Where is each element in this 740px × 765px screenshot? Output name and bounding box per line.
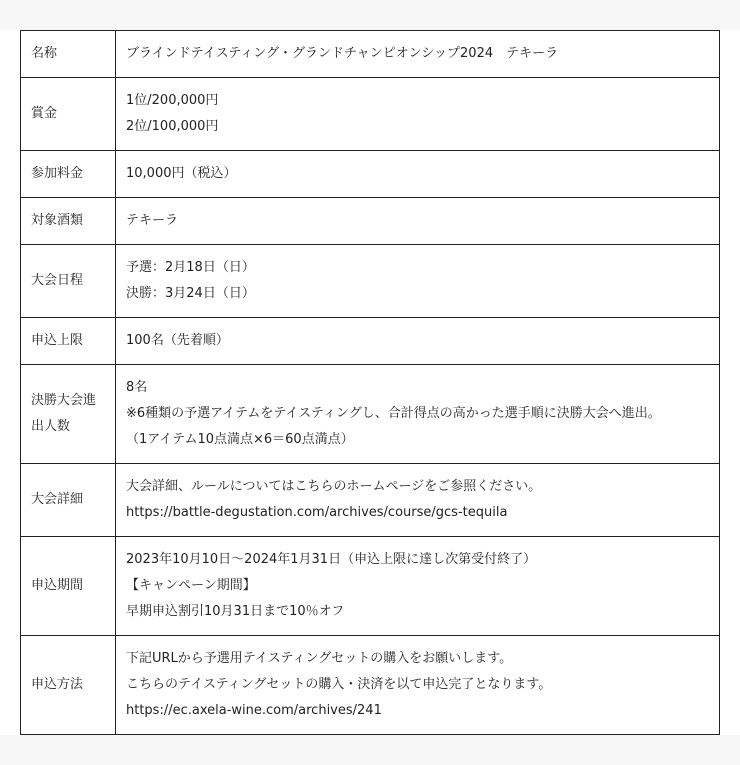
details-link[interactable]: https://battle-degustation.com/archives/course/gcs-tequila xyxy=(126,505,508,520)
row-value xyxy=(116,245,720,318)
row-label: 対象酒類 xyxy=(21,198,116,245)
value-line: 1位/200,000円 xyxy=(126,93,219,108)
table-row xyxy=(21,245,720,318)
row-value xyxy=(116,151,720,198)
value-line: 大会詳細、ルールについてはこちらのホームページをご参照ください。 xyxy=(126,479,542,494)
row-label-text: 決勝大会進出人数 xyxy=(31,393,97,434)
row-value xyxy=(116,318,720,365)
table-row xyxy=(21,151,720,198)
table-row xyxy=(21,78,720,151)
row-label: 申込上限 xyxy=(21,318,116,365)
row-label: 賞金 xyxy=(21,78,116,151)
row-label: 大会日程 xyxy=(21,245,116,318)
value-line: テキーラ xyxy=(126,213,179,228)
value-line: 2位/100,000円 xyxy=(126,119,219,134)
value-line: こちらのテイスティングセットの購入・決済を以て申込完了となります。 xyxy=(126,677,552,692)
table-row xyxy=(21,464,720,537)
row-value xyxy=(116,198,720,245)
table-row xyxy=(21,198,720,245)
row-label: 申込期間 xyxy=(21,537,116,636)
table-row xyxy=(21,365,720,464)
value-line: 8名 xyxy=(126,380,148,395)
row-value xyxy=(116,31,720,78)
row-label xyxy=(21,365,116,464)
row-value xyxy=(116,78,720,151)
table-row xyxy=(21,537,720,636)
row-label: 申込方法 xyxy=(21,636,116,735)
row-value xyxy=(116,636,720,735)
table-row xyxy=(21,318,720,365)
row-value xyxy=(116,464,720,537)
value-line: 【キャンペーン期間】 xyxy=(126,578,256,593)
value-line: 予選：2月18日（日） xyxy=(126,260,255,275)
table-row xyxy=(21,636,720,735)
page xyxy=(0,30,740,735)
value-line: 下記URLから予選用テイスティングセットの購入をお願いします。 xyxy=(126,651,513,666)
row-label: 参加料金 xyxy=(21,151,116,198)
row-value xyxy=(116,365,720,464)
value-line: 決勝：3月24日（日） xyxy=(126,286,255,301)
table-row xyxy=(21,31,720,78)
value-line: ※6種類の予選アイテムをテイスティングし、合計得点の高かった選手順に決勝大会へ進出。 xyxy=(126,406,661,421)
row-value xyxy=(116,537,720,636)
value-line: ブラインドテイスティング・グランドチャンピオンシップ2024 テキーラ xyxy=(126,46,559,61)
row-label: 名称 xyxy=(21,31,116,78)
value-line: 早期申込割引10月31日まで10％オフ xyxy=(126,604,345,619)
value-line: （1アイテム10点満点×6＝60点満点） xyxy=(126,432,354,447)
value-line: 2023年10月10日〜2024年1月31日（申込上限に達し次第受付終了） xyxy=(126,552,537,567)
competition-info-table xyxy=(20,30,720,735)
value-line: 100名（先着順） xyxy=(126,333,229,348)
value-line: 10,000円（税込） xyxy=(126,166,237,181)
row-label: 大会詳細 xyxy=(21,464,116,537)
purchase-link[interactable]: https://ec.axela-wine.com/archives/241 xyxy=(126,703,382,718)
